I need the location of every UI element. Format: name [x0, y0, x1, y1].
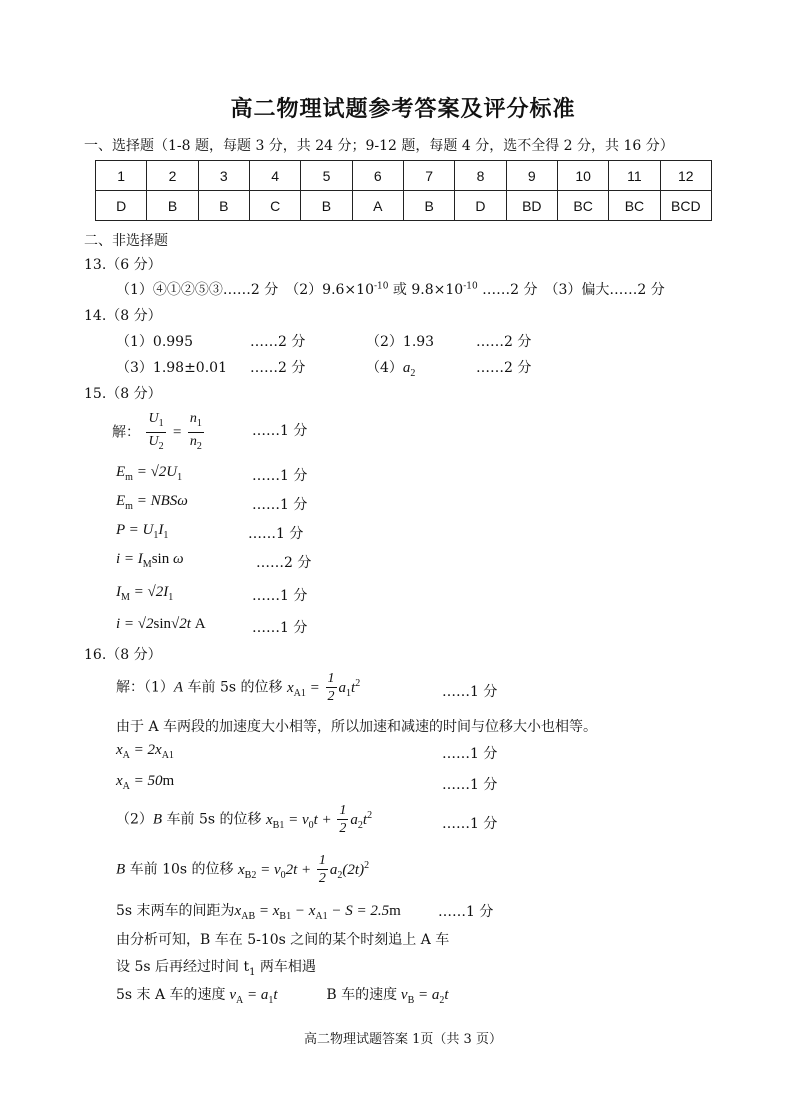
q13-exp2: -10 — [463, 281, 478, 292]
answer-table-answer-row — [96, 191, 712, 221]
q16-speed-line — [116, 984, 449, 1006]
q15-score-5: ……2 分 — [256, 555, 312, 571]
q16-eq-xa: $x_A = 2x_{A1}$ — [116, 742, 174, 761]
q15-header: 15.（8 分） — [84, 386, 162, 402]
q16-explain: 由于 A 车两段的加速度大小相等，所以加速和减速的时间与位移大小也相等。 — [116, 719, 598, 735]
q16-part1-car: A — [173, 679, 184, 696]
answer-table-answer-cell: B — [147, 191, 198, 221]
q15-eq1: 解： $\frac{U_1}{U_2}$ = $\frac{n_1}{n_2}$ — [112, 411, 202, 452]
q15-eq5: $i = I_M\sin$ ω — [116, 551, 184, 570]
q15-eq3: $E_m = NBS\omega$ — [116, 493, 188, 512]
answer-table-answer-cell: B — [403, 191, 454, 221]
answer-table-number-cell: 3 — [198, 161, 249, 191]
answer-table-answer-cell: D — [96, 191, 147, 221]
q16-eq-gap: $x_{AB} = x_{B1} - x_{A1} - S = 2.5m$ — [234, 903, 401, 922]
q16-assume-text: 设 5s 后再经过时间 t — [116, 959, 250, 975]
q13-line-tail: ……2 分 （3）偏大……2 分 — [477, 282, 665, 298]
q16-header: 16.（8 分） — [84, 647, 162, 663]
q15-eq6: $I_M = √2I_1$ — [116, 584, 174, 603]
q16-eq-xb2: $x_{B2} = v_02t$ + — [237, 861, 315, 881]
q16-part1-label: 解：（1） — [116, 679, 174, 696]
q16-eq-xa-value: $x_A = 50m$ — [116, 773, 175, 792]
q16-gap-line — [116, 900, 401, 922]
answer-table-number-cell: 7 — [403, 161, 454, 191]
q16-b10-car: B — [116, 861, 126, 878]
q14-item-1-score: ……2 分 — [250, 334, 306, 350]
answer-table-answer-cell: A — [352, 191, 403, 221]
q16-gap-text: 5s 末两车的间距为 — [116, 903, 235, 919]
q16-assume-sub: 1 — [249, 966, 256, 978]
q16-xa-value-score: ……1 分 — [442, 777, 498, 793]
q16-xa-score: ……1 分 — [442, 746, 498, 762]
answer-table-number-row — [96, 161, 712, 191]
q16-part1-score: ……1 分 — [442, 684, 498, 700]
answer-table-number-cell: 4 — [249, 161, 300, 191]
q16-assume-tail: 两车相遇 — [255, 959, 316, 975]
q14-item-4 — [366, 357, 415, 379]
answer-table-answer-cell: BD — [506, 191, 557, 221]
answer-table-number-cell: 12 — [660, 161, 711, 191]
q15-eq2: $E_m = √2U_1$ — [116, 464, 183, 483]
q16-part1-rest: 车前 5s 的位移 — [183, 679, 283, 696]
q16-analysis: 由分析可知，B 车在 5-10s 之间的某个时刻追上 A 车 — [116, 932, 450, 948]
q16-part2-rest: 车前 5s 的位移 — [162, 811, 262, 828]
q16-eq-vb: $v_B = a_2t$ — [397, 987, 449, 1006]
page-footer: 高二物理试题答案 1页（共 3 页） — [304, 1032, 502, 1047]
q14-header: 14.（8 分） — [84, 308, 162, 324]
answer-table-answer-cell: BC — [557, 191, 608, 221]
q15-score-6: ……1 分 — [252, 588, 308, 604]
answer-table-answer-cell: BC — [609, 191, 660, 221]
q16-eq-xa1: $x_{A1}$ = — [287, 679, 324, 699]
q14-item-4-score: ……2 分 — [476, 360, 532, 376]
q16-eq-xb1: $x_{B1} = v_0t$ + — [266, 811, 336, 831]
section-one-heading: 一、选择题（1-8 题，每题 3 分，共 24 分；9-12 题，每题 4 分，选不全得 2 分，共 16 分） — [84, 138, 674, 154]
answer-table-number-cell: 9 — [506, 161, 557, 191]
answer-table-answer-cell: BCD — [660, 191, 711, 221]
q15-score-1: ……1 分 — [252, 423, 308, 439]
q15-eq4: $P = U_1I_1$ — [116, 522, 169, 541]
answer-table-number-cell: 2 — [147, 161, 198, 191]
answer-table-number-cell: 5 — [301, 161, 352, 191]
answer-table-number-cell: 10 — [557, 161, 608, 191]
answer-table-number-cell: 1 — [96, 161, 147, 191]
answer-table-answer-cell: B — [301, 191, 352, 221]
q16-speed-a-text: 5s 末 A 车的速度 — [116, 987, 226, 1003]
q16-part2-score: ……1 分 — [442, 816, 498, 832]
q13-line-mid: 或 9.8×10 — [388, 282, 464, 298]
q14-item-1: （1）0.995 — [116, 334, 193, 350]
q13-line-start: （1）④①②⑤③……2 分 （2）9.6×10 — [116, 282, 374, 298]
q15-score-3: ……1 分 — [252, 497, 308, 513]
q15-score-7: ……1 分 — [252, 620, 308, 636]
q14-item-4-label: （4） — [366, 360, 403, 376]
q16-part2-car: B — [152, 811, 163, 828]
q16-b10-line: B 车前 10s 的位移 $x_{B2} = v_02t$ + $\frac{1}{2}$ $a_2(2t)^2$ — [116, 853, 370, 886]
page-title: 高二物理试题参考答案及评分标准 — [230, 97, 576, 122]
q16-part2-line: （2）B 车前 5s 的位移 $x_{B1} = v_0t$ + $\frac{1}{2}$ $a_2t^2$ — [116, 803, 373, 836]
answer-table-number-cell: 8 — [455, 161, 506, 191]
q16-b10-text: 车前 10s 的位移 — [125, 861, 234, 878]
q14-item-3: （3）1.98±0.01 — [116, 360, 227, 376]
q15-score-2: ……1 分 — [252, 468, 308, 484]
q16-gap-score: ……1 分 — [438, 904, 494, 920]
q16-part1-line: 解：（1）A 车前 5s 的位移 $x_{A1}$ = $\frac{1}{2}$ $a_1t^2$ — [116, 671, 361, 704]
answer-table-number-cell: 11 — [609, 161, 660, 191]
q15-solve-label: 解： — [112, 424, 140, 441]
answer-table-number-cell: 6 — [352, 161, 403, 191]
q15-eq7: i = √2sin√2t A — [116, 616, 206, 632]
section-two-heading: 二、非选择题 — [84, 233, 168, 249]
q14-item-4-var: $a_2$ — [402, 360, 416, 379]
q15-score-4: ……1 分 — [248, 526, 304, 542]
q13-exp1: -10 — [373, 281, 389, 292]
q16-part2-label: （2） — [116, 811, 153, 828]
q13-answer-line — [116, 279, 665, 299]
answer-table-answer-cell: C — [249, 191, 300, 221]
q14-item-2-score: ……2 分 — [476, 334, 532, 350]
q13-header: 13.（6 分） — [84, 257, 162, 273]
q16-speed-b-text: B 车的速度 — [326, 987, 398, 1003]
q16-assume — [116, 956, 316, 978]
q14-item-3-score: ……2 分 — [250, 360, 306, 376]
q16-eq-va: $v_A = a_1t$ — [225, 987, 278, 1006]
answer-table-answer-cell: B — [198, 191, 249, 221]
answer-table — [95, 160, 712, 221]
answer-table-answer-cell: D — [455, 191, 506, 221]
q14-item-2: （2）1.93 — [366, 334, 435, 350]
